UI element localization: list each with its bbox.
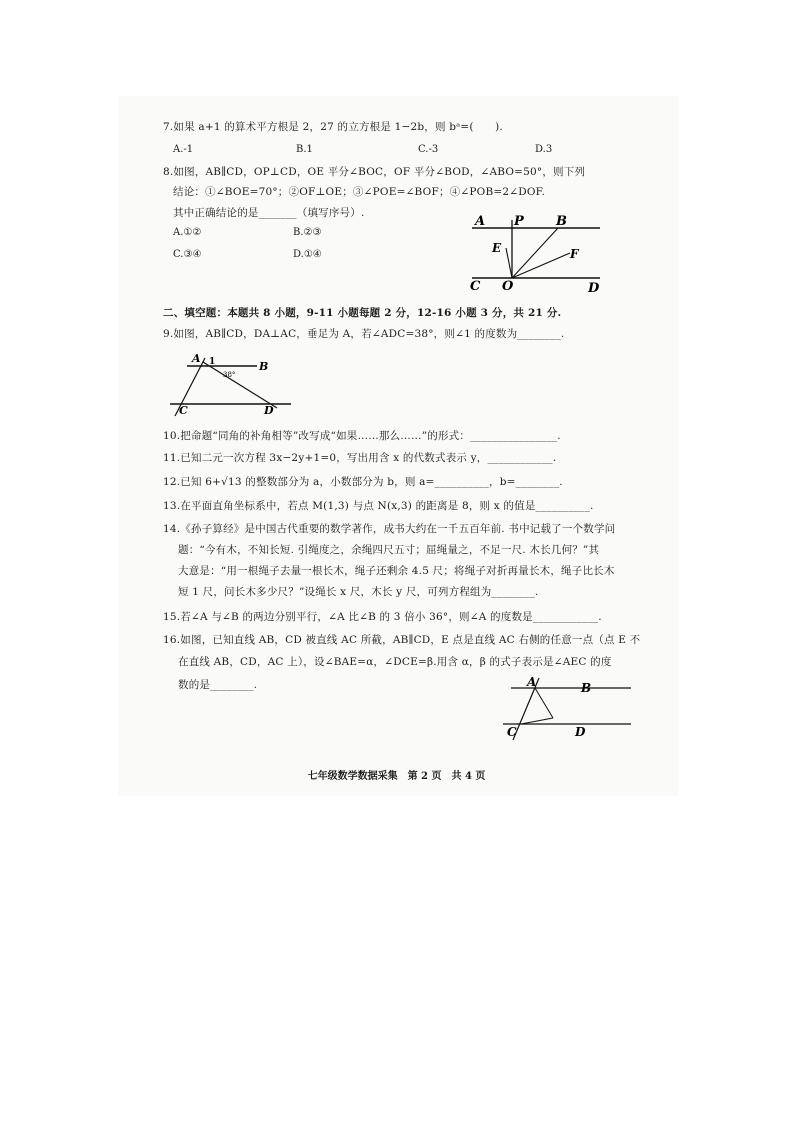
q10-stem: 10.把命题“同角的补角相等”改写成“如果……那么……”的形式：________________.: [163, 430, 561, 442]
q16-label-d: D: [575, 725, 586, 739]
q7-option-a: A.-1: [173, 144, 194, 155]
q13-stem: 13.在平面直角坐标系中，若点 M(1,3) 与点 N(x,3) 的距离是 8，则 x 的值是__________.: [163, 500, 594, 512]
q14-line-1: 14.《孙子算经》是中国古代重要的数学著作，成书大约在一千五百年前. 书中记载了一个数学问: [163, 523, 616, 535]
q7-option-c: C.-3: [418, 144, 439, 155]
q9-label-a: A: [192, 352, 201, 365]
q8-line-oe: [506, 248, 512, 278]
q16-line-3: 数的是________.: [178, 679, 258, 691]
q16-line-2: 在直线 AB，CD，AC 上），设∠BAE=α，∠DCE=β.用含 α，β 的式子表示是∠AEC 的度: [178, 656, 612, 668]
q8-label-f: F: [570, 247, 579, 261]
q16-label-c: C: [507, 725, 517, 739]
q8-label-d: D: [588, 281, 600, 296]
q8-label-b: B: [556, 214, 567, 229]
page-footer: 七年级数学数据采集 第 2 页 共 4 页: [307, 771, 486, 782]
q9-label-c: C: [179, 404, 188, 417]
q7-stem: 7.如果 a+1 的算术平方根是 2，27 的立方根是 1−2b，则 bᵃ=( ).: [163, 121, 503, 133]
q7-option-b: B.1: [296, 144, 313, 155]
q8-label-e: E: [492, 241, 502, 255]
q8-label-o: O: [502, 279, 514, 294]
q16-line-1: 16.如图，已知直线 AB，CD 被直线 AC 所截，AB∥CD，E 点是直线 AC 右侧的任意一点（点 E 不: [163, 634, 641, 646]
q16-label-a: A: [527, 675, 537, 689]
q8-label-p: P: [514, 214, 524, 229]
q9-label-1: 1: [209, 357, 216, 367]
q8-label-a: A: [475, 214, 486, 229]
q8-option-b: B.②③: [293, 227, 322, 238]
q8-option-a: A.①②: [173, 227, 202, 238]
q14-line-2: 题：“今有木，不知长短. 引绳度之，余绳四尺五寸；屈绳量之，不足一尺. 木长几何？”其: [178, 544, 600, 556]
q8-line-3: 其中正确结论的是_______（填写序号）.: [173, 207, 365, 219]
q8-label-c: C: [470, 279, 481, 294]
q8-line-1: 8.如图，AB∥CD，OP⊥CD，OE 平分∠BOC，OF 平分∠BOD，∠ABO=50°，则下列: [163, 166, 586, 178]
q9-stem: 9.如图，AB∥CD，DA⊥AC，垂足为 A，若∠ADC=38°，则∠1 的度数为________.: [163, 328, 565, 340]
q11-stem: 11.已知二元一次方程 3x−2y+1=0，写出用含 x 的代数式表示 y，____________.: [163, 452, 557, 464]
q8-option-c: C.③④: [173, 249, 202, 260]
q16-line-ae: [535, 688, 553, 718]
q9-label-angle: 38°: [223, 371, 236, 379]
q9-figure: [165, 350, 300, 420]
q14-line-3: 大意是：“用一根绳子去量一根长木，绳子还剩余 4.5 尺；将绳子对折再量长木，绳子比长木: [178, 565, 615, 577]
q9-label-d: D: [264, 404, 274, 417]
section-2-heading: 二、填空题：本题共 8 小题，9-11 小题每题 2 分，12-16 小题 3 分，共 21 分.: [163, 307, 562, 319]
q12-stem: 12.已知 6+√13 的整数部分为 a，小数部分为 b，则 a=__________，b=________.: [163, 476, 563, 488]
q16-line-ce: [521, 718, 553, 724]
q8-line-of: [512, 253, 570, 278]
q7-option-d: D.3: [535, 144, 553, 155]
q9-label-b: B: [259, 360, 269, 373]
q8-option-d: D.①④: [293, 249, 322, 260]
q16-figure: [495, 672, 635, 744]
q15-stem: 15.若∠A 与∠B 的两边分别平行，∠A 比∠B 的 3 倍小 36°，则∠A 的度数是____________.: [163, 611, 602, 623]
q8-line-2: 结论：①∠BOE=70°；②OF⊥OE；③∠POE=∠BOF；④∠POB=2∠DOF.: [173, 186, 546, 198]
q14-line-4: 短 1 尺，问长木多少尺？”设绳长 x 尺，木长 y 尺，可列方程组为________.: [178, 586, 539, 598]
q16-label-b: B: [581, 681, 592, 695]
q8-line-ob: [512, 228, 558, 278]
q8-figure: [460, 208, 610, 296]
